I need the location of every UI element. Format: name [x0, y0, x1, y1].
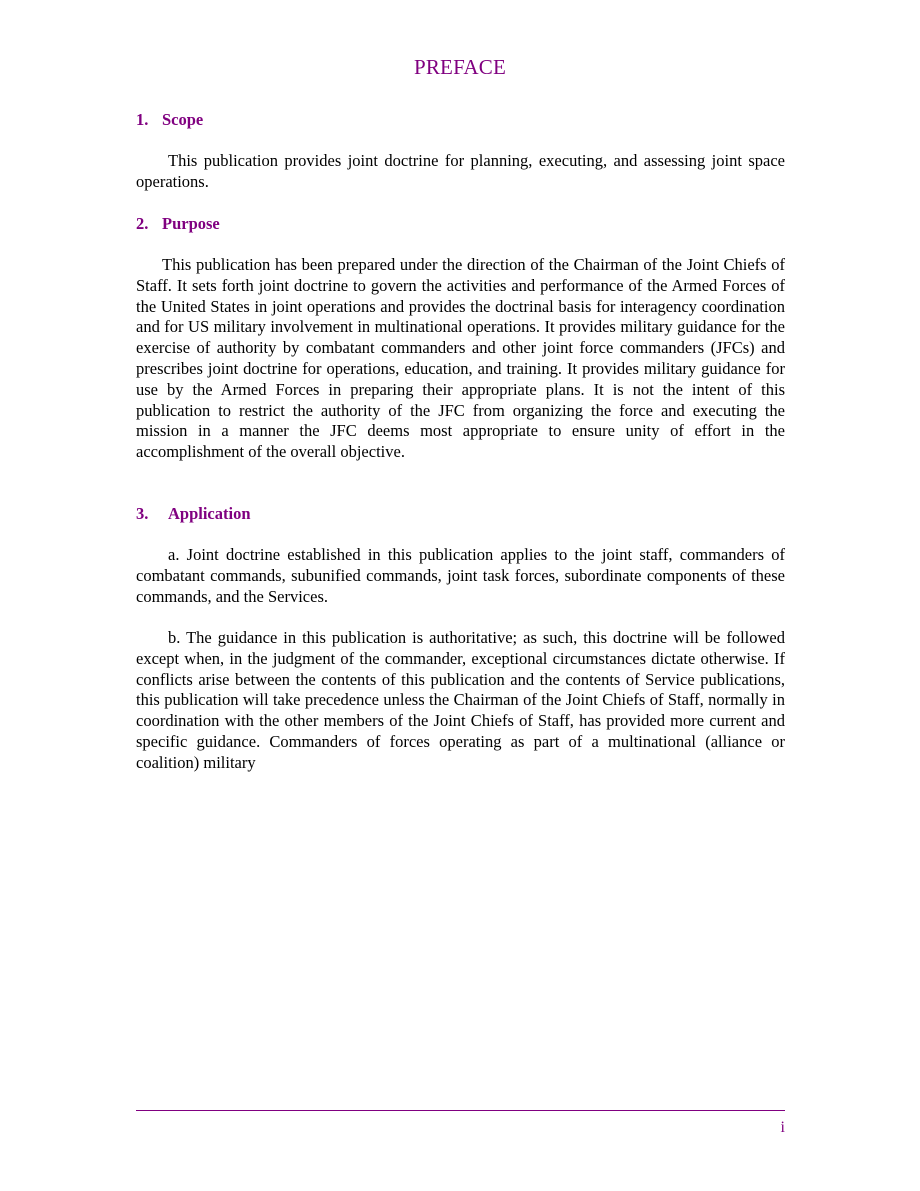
- section-number: 3.: [136, 504, 149, 523]
- purpose-paragraph: This publication has been prepared under the direction of the Chairman of the Joint Chiefs of Staff. It sets forth joint doctrine to govern the activities and performance of the Armed Forces of the United States in joint operations and provides the doctrinal basis for interagency coordination and for US military involvement in multinational operations. It provides military guidance for the exercise of authority by combatant commanders and other joint force commanders (JFCs) and prescribes joint doctrine for operations, education, and training. It provides military guidance for use by the Armed Forces in preparing their appropriate plans. It is not the intent of this publication to restrict the authority of the JFC from organizing the force and executing the mission in a manner the JFC deems most appropriate to ensure unity of effort in the accomplishment of the overall objective.: [136, 255, 785, 462]
- footer-divider: [136, 1110, 785, 1111]
- application-paragraph-b: b. The guidance in this publication is authoritative; as such, this doctrine will be followed except when, in the judgment of the commander, exceptional circumstances dictate otherwise. If conflicts arise between the contents of this publication and the contents of Service publications, this publication will take precedence unless the Chairman of the Joint Chiefs of Staff, normally in coordination with the other members of the Joint Chiefs of Staff, has provided more current and specific guidance. Commanders of forces operating as part of a multinational (alliance or coalition) military: [136, 628, 785, 772]
- section-heading-scope: [136, 110, 203, 130]
- section-heading-application: [136, 504, 251, 524]
- section-heading-purpose: [136, 214, 220, 234]
- page-title: PREFACE: [413, 55, 507, 79]
- application-paragraph-a: a. Joint doctrine established in this publication applies to the joint staff, commanders of combatant commands, subunified commands, joint task forces, subordinate components of these commands, and the Services.: [136, 545, 785, 606]
- section-title: Purpose: [162, 214, 220, 233]
- section-title: Application: [168, 504, 251, 523]
- section-number: 1.: [136, 110, 149, 129]
- page-number: i: [780, 1119, 785, 1136]
- scope-paragraph: This publication provides joint doctrine for planning, executing, and assessing joint space operations.: [136, 151, 785, 191]
- section-title: Scope: [162, 110, 204, 129]
- section-number: 2.: [136, 214, 149, 233]
